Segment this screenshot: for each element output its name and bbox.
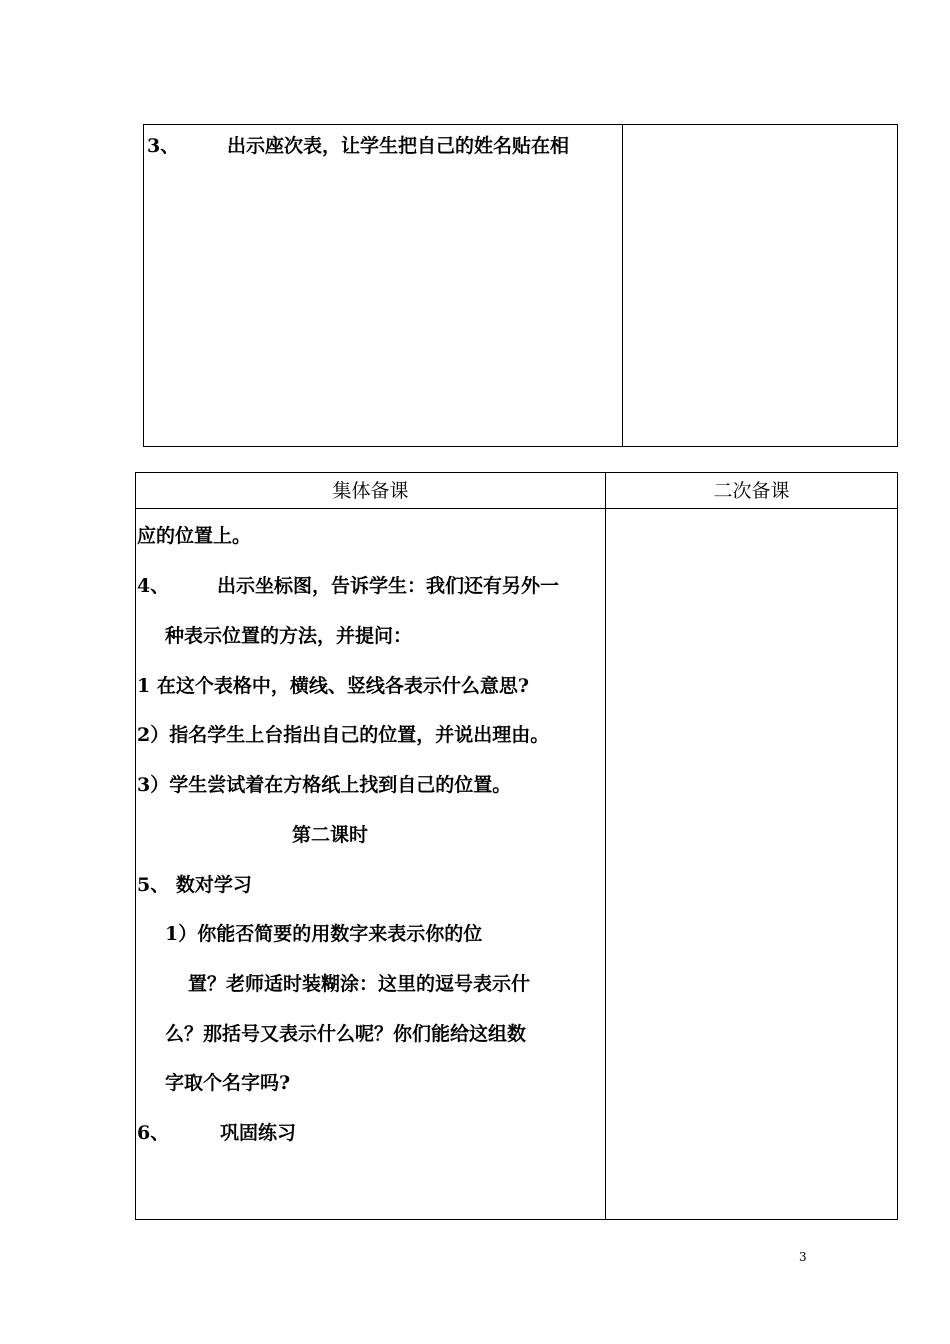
question-1: 1 在这个表格中，横线、竖线各表示什么意思? xyxy=(137,675,529,697)
question-3: 3）学生尝试着在方格纸上找到自己的位置。 xyxy=(137,774,512,796)
text-line: 种表示位置的方法，并提问： xyxy=(165,625,413,647)
header-second-prep: 二次备课 xyxy=(713,480,790,502)
item-6-text: 巩固练习 xyxy=(220,1122,297,1144)
lesson-heading: 第二课时 xyxy=(292,824,369,846)
item-6-number: 6、 xyxy=(137,1122,170,1144)
text-line: 置？老师适时装糊涂：这里的逗号表示什 xyxy=(188,973,531,995)
table-lower-header-line xyxy=(135,508,898,509)
question-2: 2）指名学生上台指出自己的位置，并说出理由。 xyxy=(137,724,550,746)
table-upper xyxy=(143,124,898,447)
header-collective-prep: 集体备课 xyxy=(332,480,409,502)
item-3-number: 3、 xyxy=(147,135,180,157)
text-line: 应的位置上。 xyxy=(137,525,252,547)
table-upper-divider xyxy=(622,124,623,447)
item-4-text: 出示坐标图，告诉学生：我们还有另外一 xyxy=(217,575,560,597)
text-line: 字取个名字吗? xyxy=(165,1072,291,1094)
item-5: 5、 数对学习 xyxy=(137,874,252,896)
page-number: 3 xyxy=(799,1250,807,1264)
item-4-number: 4、 xyxy=(137,575,170,597)
item-3-text: 出示座次表，让学生把自己的姓名贴在相 xyxy=(227,135,570,157)
text-line: 么？那括号又表示什么呢？你们能给这组数 xyxy=(165,1023,527,1045)
table-lower-divider xyxy=(605,472,606,1220)
text-line: 1）你能否简要的用数字来表示你的位 xyxy=(165,923,483,945)
